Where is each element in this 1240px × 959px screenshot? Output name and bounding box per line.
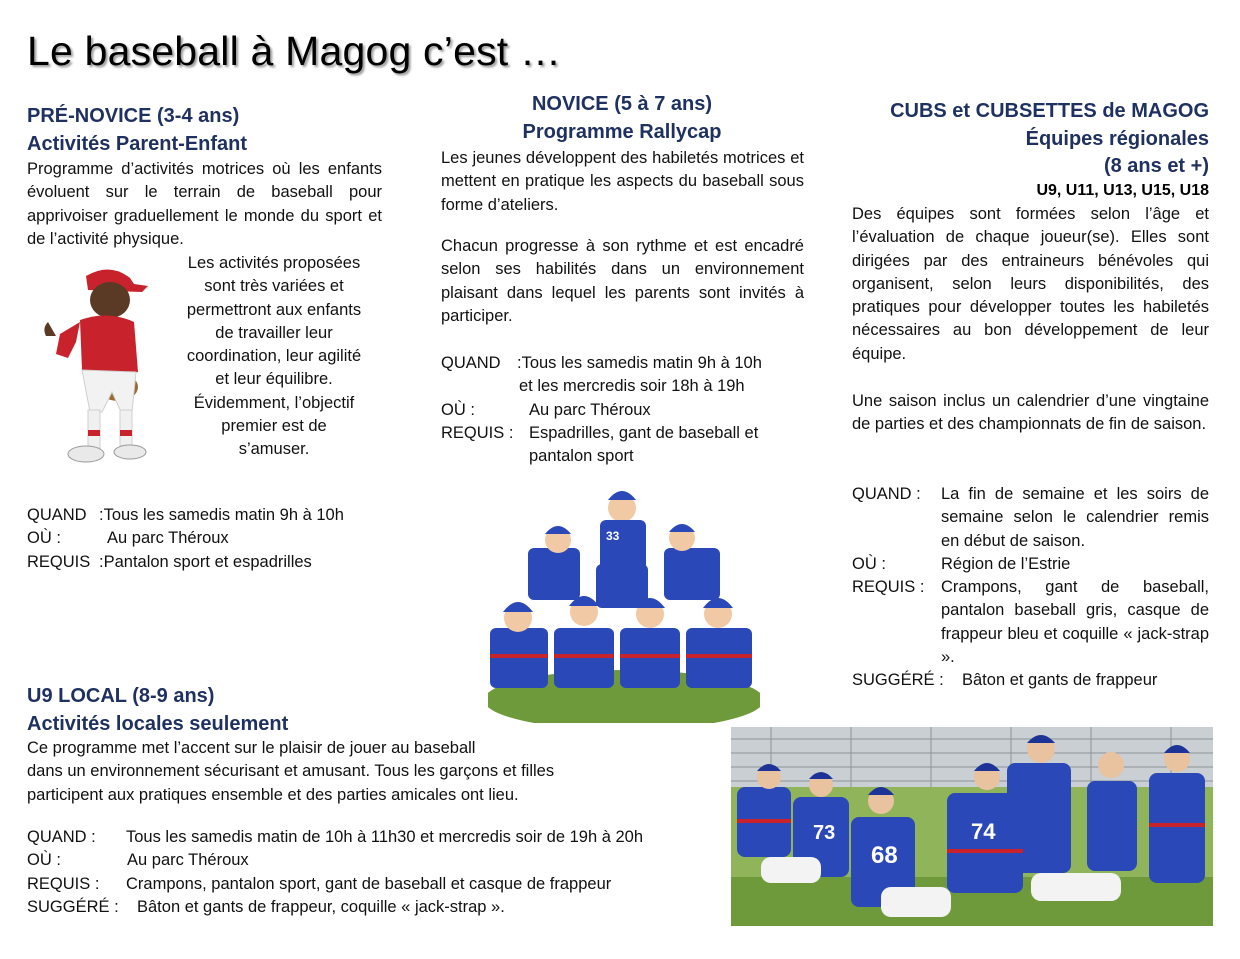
- kids-pyramid-photo: [488, 478, 760, 723]
- cubs-para2: Une saison inclus un calendrier d’une vingtaine de parties et des championnats de fin de saison.: [852, 392, 1209, 434]
- requis-value: Crampons, gant de baseball, pantalon baseball gris, casque de frappeur bleu et coquille « jack-strap ».: [941, 578, 1209, 667]
- cubs-subheading: Équipes régionales: [1025, 128, 1209, 150]
- prenovice-wrap-line: s’amuser.: [238, 440, 310, 459]
- novice-para2: Chacun progresse à son rythme et est encadré selon ses habilités dans un environnement plaisant dans lequel les parents sont invités à participer.: [441, 237, 804, 325]
- quand-value-2: et les mercredis soir 18h à 19h: [519, 377, 745, 396]
- ou-label: OÙ :: [441, 400, 475, 419]
- novice-schedule: [441, 352, 811, 468]
- team-jersey-number: 68: [871, 842, 898, 869]
- prenovice-wrap-text: [160, 252, 388, 462]
- cubs-para1: Des équipes sont formées selon l’âge et l’évaluation de chaque joueur(se). Elles sont dirigées par des entraineurs bénévoles qui organisent, selon leurs disponibilités, des pratiques pour développer toutes les habiletés nécessaires au bon développement de leur équipe.: [852, 205, 1209, 363]
- quand-label: QUAND :: [27, 828, 96, 846]
- prenovice-schedule: [27, 504, 397, 574]
- ou-label: OÙ :: [852, 554, 886, 573]
- prenovice-heading: PRÉ-NOVICE (3-4 ans): [27, 105, 240, 127]
- pyramid-jersey-number: 33: [606, 529, 620, 543]
- team-jersey-number: 73: [813, 822, 836, 844]
- quand-value: Tous les samedis matin de 10h à 11h30 et mercredis soir de 19h à 20h: [126, 828, 643, 846]
- requis-value: :Pantalon sport et espadrilles: [99, 552, 312, 571]
- suggere-label: SUGGÉRÉ :: [27, 897, 119, 916]
- suggere-label: SUGGÉRÉ :: [852, 671, 944, 690]
- prenovice-subheading: Activités Parent-Enfant: [27, 133, 248, 155]
- prenovice-wrap-line: de travailler leur: [215, 323, 333, 342]
- requis-value-2: pantalon sport: [529, 447, 634, 466]
- cubs-age: (8 ans et +): [1103, 155, 1209, 177]
- u9-schedule: [27, 826, 727, 919]
- ou-label: OÙ :: [27, 529, 61, 548]
- prenovice-wrap-line: premier est de: [221, 417, 327, 436]
- u9-line: participent aux pratiques ensemble et des parties amicales ont lieu.: [27, 785, 519, 804]
- ou-value: Région de l’Estrie: [941, 554, 1071, 573]
- team-huddle-photo: [731, 727, 1213, 926]
- u9-line: Ce programme met l’accent sur le plaisir de jouer au baseball: [27, 739, 476, 757]
- prenovice-wrap-line: Évidemment, l’objectif: [193, 393, 355, 412]
- u9-line: dans un environnement sécurisant et amusant. Tous les garçons et filles: [27, 762, 555, 781]
- u9-subheading: Activités locales seulement: [27, 713, 289, 735]
- cubs-schedule: [852, 483, 1209, 693]
- cubs-categories: U9, U11, U13, U15, U18: [1036, 182, 1209, 199]
- ou-label: OÙ :: [27, 851, 61, 870]
- novice-subheading: Programme Rallycap: [522, 121, 722, 143]
- prenovice-wrap-line: coordination, leur agilité: [186, 347, 362, 366]
- suggere-value: Bâton et gants de frappeur, coquille « jack-strap ».: [137, 897, 505, 916]
- u9-heading: U9 LOCAL (8-9 ans): [27, 685, 215, 707]
- ou-value: Au parc Théroux: [107, 529, 229, 548]
- quand-label: QUAND :: [852, 485, 921, 503]
- toddler-batter-photo: [38, 262, 166, 467]
- team-jersey-number: 74: [971, 819, 996, 844]
- requis-label: REQUIS :: [852, 578, 925, 597]
- quand-value: La fin de semaine et les soirs de semaine selon le calendrier remis en début de saison.: [941, 485, 1209, 550]
- ou-value: Au parc Théroux: [529, 400, 651, 419]
- suggere-value: Bâton et gants de frappeur: [962, 671, 1158, 690]
- requis-label: REQUIS :: [27, 874, 100, 893]
- page-title: Le baseball à Magog c’est …: [27, 28, 562, 74]
- requis-value: Crampons, pantalon sport, gant de baseball et casque de frappeur: [126, 874, 612, 893]
- prenovice-wrap-line: sont très variées et: [204, 277, 344, 296]
- quand-label: QUAND: [441, 354, 501, 372]
- prenovice-intro: Programme d’activités motrices où les enfants évoluent sur le terrain de baseball pour apprivoiser graduellement le monde du sport et de l’activité physique.: [27, 160, 382, 248]
- novice-para1: Les jeunes développent des habiletés motrices et mettent en pratique les aspects du baseball sous forme d’ateliers.: [441, 149, 804, 214]
- u9-description: [27, 737, 727, 807]
- requis-label: REQUIS :: [441, 423, 514, 442]
- requis-value: Espadrilles, gant de baseball et: [529, 423, 759, 442]
- novice-heading: NOVICE (5 à 7 ans): [531, 93, 713, 115]
- prenovice-wrap-line: Les activités proposées: [187, 254, 361, 272]
- ou-value: Au parc Théroux: [127, 851, 249, 870]
- quand-label: QUAND: [27, 506, 87, 524]
- quand-value: :Tous les samedis matin 9h à 10h: [517, 354, 762, 372]
- prenovice-wrap-line: et leur équilibre.: [215, 370, 333, 389]
- requis-label: REQUIS: [27, 552, 91, 571]
- prenovice-wrap-line: permettront aux enfants: [186, 300, 362, 319]
- cubs-heading: CUBS et CUBSETTES de MAGOG: [890, 100, 1209, 122]
- quand-value: :Tous les samedis matin 9h à 10h: [99, 506, 344, 524]
